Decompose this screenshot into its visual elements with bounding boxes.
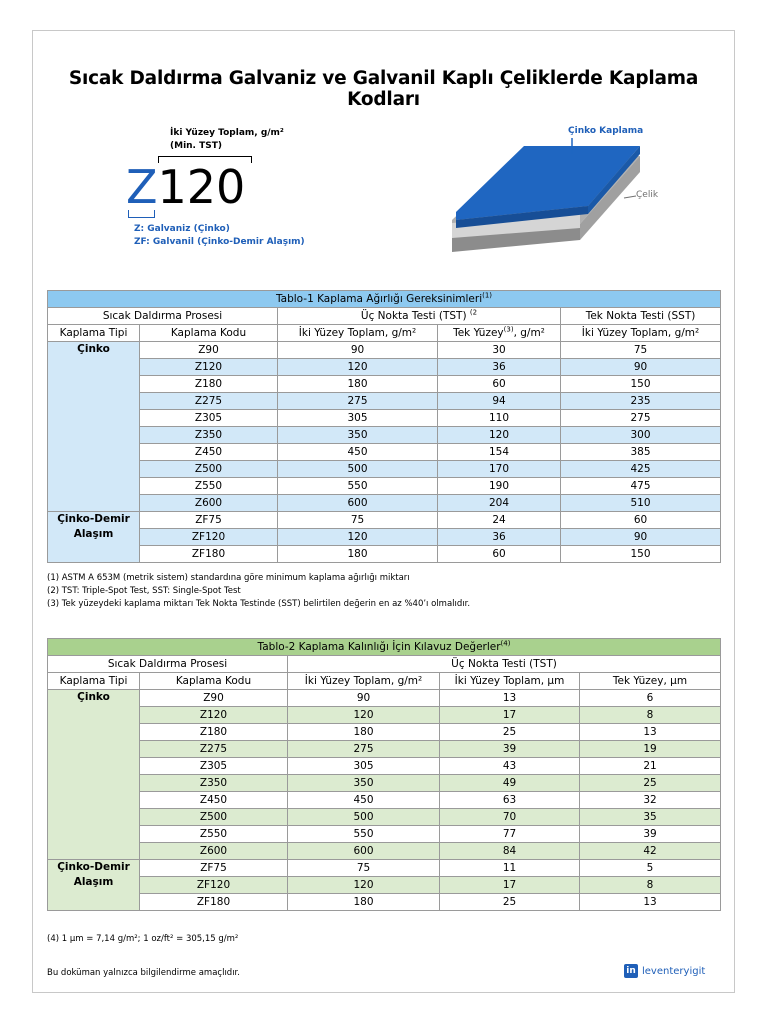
value-cell: 475	[561, 478, 721, 495]
value-cell: 39	[580, 826, 721, 843]
value-cell: 90	[561, 529, 721, 546]
value-cell: 30	[438, 342, 561, 359]
code-cell: Z275	[140, 393, 278, 410]
table2-caption	[48, 639, 721, 656]
value-cell: 84	[440, 843, 580, 860]
table2-col-code: Kaplama Kodu	[140, 673, 288, 690]
type-cell-zinc: Çinko	[48, 690, 140, 860]
note-1: (1) ASTM A 653M (metrik sistem) standardına göre minimum kaplama ağırlığı miktarı	[47, 573, 410, 583]
table-row	[48, 826, 721, 843]
value-cell: 43	[440, 758, 580, 775]
value-cell: 550	[288, 826, 440, 843]
code-total-label	[170, 127, 284, 153]
table2-col-single-um: Tek Yüzey, µm	[580, 673, 721, 690]
table-row	[48, 478, 721, 495]
value-cell: 60	[561, 512, 721, 529]
code-cell: ZF120	[140, 529, 278, 546]
value-cell: 180	[278, 376, 438, 393]
value-cell: 90	[561, 359, 721, 376]
table-row	[48, 792, 721, 809]
value-cell: 49	[440, 775, 580, 792]
code-cell: ZF75	[140, 512, 278, 529]
note-2: (2) TST: Triple-Spot Test, SST: Single-Spot Test	[47, 586, 241, 596]
coating-thickness-table	[47, 638, 721, 911]
code-cell: Z180	[140, 376, 278, 393]
code-prefix: Z	[126, 160, 158, 214]
value-cell: 13	[580, 724, 721, 741]
table1-group-header	[48, 308, 721, 325]
code-example	[126, 162, 245, 212]
code-cell: Z350	[140, 427, 278, 444]
table1-caption	[48, 291, 721, 308]
value-cell: 204	[438, 495, 561, 512]
table-row	[48, 690, 721, 707]
code-cell: ZF180	[140, 546, 278, 563]
value-cell: 60	[438, 546, 561, 563]
value-cell: 300	[561, 427, 721, 444]
code-legend	[134, 223, 305, 249]
value-cell: 42	[580, 843, 721, 860]
table1-group-tst-text: Üç Nokta Testi (TST)	[360, 309, 467, 322]
code-cell: Z90	[140, 342, 278, 359]
table2-alloy-rows	[48, 860, 721, 911]
value-cell: 425	[561, 461, 721, 478]
value-cell: 510	[561, 495, 721, 512]
code-cell: Z120	[140, 359, 278, 376]
table1-caption-row	[48, 291, 721, 308]
table-row	[48, 376, 721, 393]
value-cell: 94	[438, 393, 561, 410]
table1-zinc-rows	[48, 342, 721, 512]
page-title: Sıcak Daldırma Galvaniz ve Galvanil Kaplı Çeliklerde Kaplama Kodları	[68, 68, 699, 110]
value-cell: 24	[438, 512, 561, 529]
table2-caption-row	[48, 639, 721, 656]
value-cell: 305	[278, 410, 438, 427]
table1-caption-sup: (1)	[482, 291, 493, 299]
value-cell: 350	[278, 427, 438, 444]
table-row	[48, 894, 721, 911]
table-row	[48, 741, 721, 758]
table2-col-total-um: İki Yüzey Toplam, µm	[440, 673, 580, 690]
table-row	[48, 724, 721, 741]
value-cell: 275	[278, 393, 438, 410]
code-total-label-line1: İki Yüzey Toplam, g/m²	[170, 128, 284, 138]
code-cell: Z600	[140, 843, 288, 860]
table-row	[48, 495, 721, 512]
note-4: (4) 1 µm = 7,14 g/m²; 1 oz/ft² = 305,15 g/m²	[47, 934, 239, 944]
zinc-coating-label: Çinko Kaplama	[568, 126, 644, 136]
table2-group-header	[48, 656, 721, 673]
value-cell: 120	[288, 707, 440, 724]
code-cell: Z120	[140, 707, 288, 724]
value-cell: 110	[438, 410, 561, 427]
linkedin-icon: in	[624, 964, 638, 978]
code-cell: Z550	[140, 478, 278, 495]
code-number: 120	[157, 160, 246, 214]
value-cell: 75	[288, 860, 440, 877]
table2-col-total-g: İki Yüzey Toplam, g/m²	[288, 673, 440, 690]
table-row	[48, 758, 721, 775]
value-cell: 36	[438, 359, 561, 376]
type-alloy-line1: Çinko-Demir	[57, 513, 130, 525]
value-cell: 150	[561, 546, 721, 563]
note-3: (3) Tek yüzeydeki kaplama miktarı Tek Nokta Testinde (SST) belirtilen değerin en az %40’ı olmalıdır.	[47, 599, 471, 609]
code-cell: Z305	[140, 410, 278, 427]
code-cell: Z550	[140, 826, 288, 843]
table1-col-sst-total: İki Yüzey Toplam, g/m²	[561, 325, 721, 342]
code-total-label-line2: (Min. TST)	[170, 141, 222, 151]
value-cell: 32	[580, 792, 721, 809]
value-cell: 120	[278, 359, 438, 376]
value-cell: 17	[440, 707, 580, 724]
table-row	[48, 359, 721, 376]
value-cell: 25	[440, 724, 580, 741]
value-cell: 600	[288, 843, 440, 860]
table-row	[48, 843, 721, 860]
type-alloy-line1: Çinko-Demir	[57, 861, 130, 873]
value-cell: 190	[438, 478, 561, 495]
table-row	[48, 461, 721, 478]
table-row	[48, 877, 721, 894]
table1-caption-bold: Tablo-1	[275, 292, 314, 305]
table-row	[48, 860, 721, 877]
value-cell: 17	[440, 877, 580, 894]
value-cell: 39	[440, 741, 580, 758]
brand-name: leventeryigit	[642, 965, 706, 977]
table1-col-tst-single-unit: , g/m²	[513, 326, 545, 339]
table1-group-tst-sup: (2	[469, 308, 478, 316]
value-cell: 120	[288, 877, 440, 894]
table2-caption-text: Kaplama Kalınlığı İçin Kılavuz Değerler	[298, 640, 501, 653]
table-row	[48, 512, 721, 529]
table1-group-sst: Tek Nokta Testi (SST)	[561, 308, 721, 325]
value-cell: 60	[438, 376, 561, 393]
type-alloy-line2: Alaşım	[73, 876, 114, 888]
value-cell: 120	[438, 427, 561, 444]
table-row	[48, 529, 721, 546]
value-cell: 21	[580, 758, 721, 775]
table2-column-header	[48, 673, 721, 690]
steel-label: Çelik	[636, 190, 659, 200]
value-cell: 8	[580, 877, 721, 894]
value-cell: 450	[278, 444, 438, 461]
value-cell: 235	[561, 393, 721, 410]
code-cell: Z600	[140, 495, 278, 512]
table-row	[48, 410, 721, 427]
value-cell: 180	[288, 894, 440, 911]
value-cell: 600	[278, 495, 438, 512]
table1-col-tst-single	[438, 325, 561, 342]
value-cell: 5	[580, 860, 721, 877]
value-cell: 154	[438, 444, 561, 461]
value-cell: 90	[288, 690, 440, 707]
legend-zf: ZF: Galvanil (Çinko-Demir Alaşım)	[134, 237, 305, 247]
table1-group-process: Sıcak Daldırma Prosesi	[48, 308, 278, 325]
value-cell: 180	[278, 546, 438, 563]
value-cell: 13	[440, 690, 580, 707]
type-alloy-line2: Alaşım	[73, 528, 114, 540]
table2-zinc-rows	[48, 690, 721, 860]
table-row	[48, 546, 721, 563]
value-cell: 77	[440, 826, 580, 843]
table1-column-header	[48, 325, 721, 342]
code-cell: Z180	[140, 724, 288, 741]
value-cell: 75	[561, 342, 721, 359]
code-cell: ZF120	[140, 877, 288, 894]
value-cell: 35	[580, 809, 721, 826]
value-cell: 385	[561, 444, 721, 461]
value-cell: 19	[580, 741, 721, 758]
table1-col-tst-single-sup: (3)	[503, 325, 514, 333]
value-cell: 275	[561, 410, 721, 427]
table1-caption-text: Kaplama Ağırlığı Gereksinimleri	[317, 292, 483, 305]
code-cell: Z500	[140, 809, 288, 826]
table2-caption-bold: Tablo-2	[257, 640, 296, 653]
table1-col-tst-total: İki Yüzey Toplam, g/m²	[278, 325, 438, 342]
table-row	[48, 393, 721, 410]
table-row	[48, 809, 721, 826]
table-row	[48, 775, 721, 792]
coating-weight-table	[47, 290, 721, 563]
table1-col-code: Kaplama Kodu	[140, 325, 278, 342]
code-cell: ZF75	[140, 860, 288, 877]
code-cell: ZF180	[140, 894, 288, 911]
table2-caption-sup: (4)	[500, 639, 511, 647]
value-cell: 25	[580, 775, 721, 792]
coating-code-illustration	[118, 120, 358, 260]
type-cell-zinc: Çinko	[48, 342, 140, 512]
coated-steel-illustration	[440, 118, 680, 268]
code-cell: Z450	[140, 444, 278, 461]
value-cell: 63	[440, 792, 580, 809]
table1-alloy-rows	[48, 512, 721, 563]
value-cell: 120	[278, 529, 438, 546]
type-cell-alloy	[48, 512, 140, 563]
table-row	[48, 427, 721, 444]
value-cell: 305	[288, 758, 440, 775]
table1-notes	[47, 572, 470, 611]
code-cell: Z90	[140, 690, 288, 707]
value-cell: 11	[440, 860, 580, 877]
value-cell: 13	[580, 894, 721, 911]
code-cell: Z275	[140, 741, 288, 758]
value-cell: 170	[438, 461, 561, 478]
value-cell: 6	[580, 690, 721, 707]
table2-group-process: Sıcak Daldırma Prosesi	[48, 656, 288, 673]
table2-col-type: Kaplama Tipi	[48, 673, 140, 690]
table-row	[48, 707, 721, 724]
value-cell: 350	[288, 775, 440, 792]
table-row	[48, 444, 721, 461]
value-cell: 450	[288, 792, 440, 809]
code-cell: Z350	[140, 775, 288, 792]
table1-col-type: Kaplama Tipi	[48, 325, 140, 342]
code-cell: Z450	[140, 792, 288, 809]
value-cell: 75	[278, 512, 438, 529]
prefix-bracket	[128, 210, 155, 218]
type-cell-alloy	[48, 860, 140, 911]
value-cell: 70	[440, 809, 580, 826]
value-cell: 550	[278, 478, 438, 495]
value-cell: 90	[278, 342, 438, 359]
code-cell: Z500	[140, 461, 278, 478]
table1-group-tst	[278, 308, 561, 325]
value-cell: 275	[288, 741, 440, 758]
value-cell: 8	[580, 707, 721, 724]
table1-col-tst-single-text: Tek Yüzey	[453, 326, 504, 339]
value-cell: 36	[438, 529, 561, 546]
value-cell: 500	[278, 461, 438, 478]
value-cell: 150	[561, 376, 721, 393]
value-cell: 180	[288, 724, 440, 741]
disclaimer: Bu doküman yalnızca bilgilendirme amaçlıdır.	[47, 968, 240, 978]
brand	[624, 964, 705, 978]
legend-z: Z: Galvaniz (Çinko)	[134, 224, 230, 234]
value-cell: 500	[288, 809, 440, 826]
code-cell: Z305	[140, 758, 288, 775]
table-row	[48, 342, 721, 359]
value-cell: 25	[440, 894, 580, 911]
table2-group-tst: Üç Nokta Testi (TST)	[288, 656, 721, 673]
